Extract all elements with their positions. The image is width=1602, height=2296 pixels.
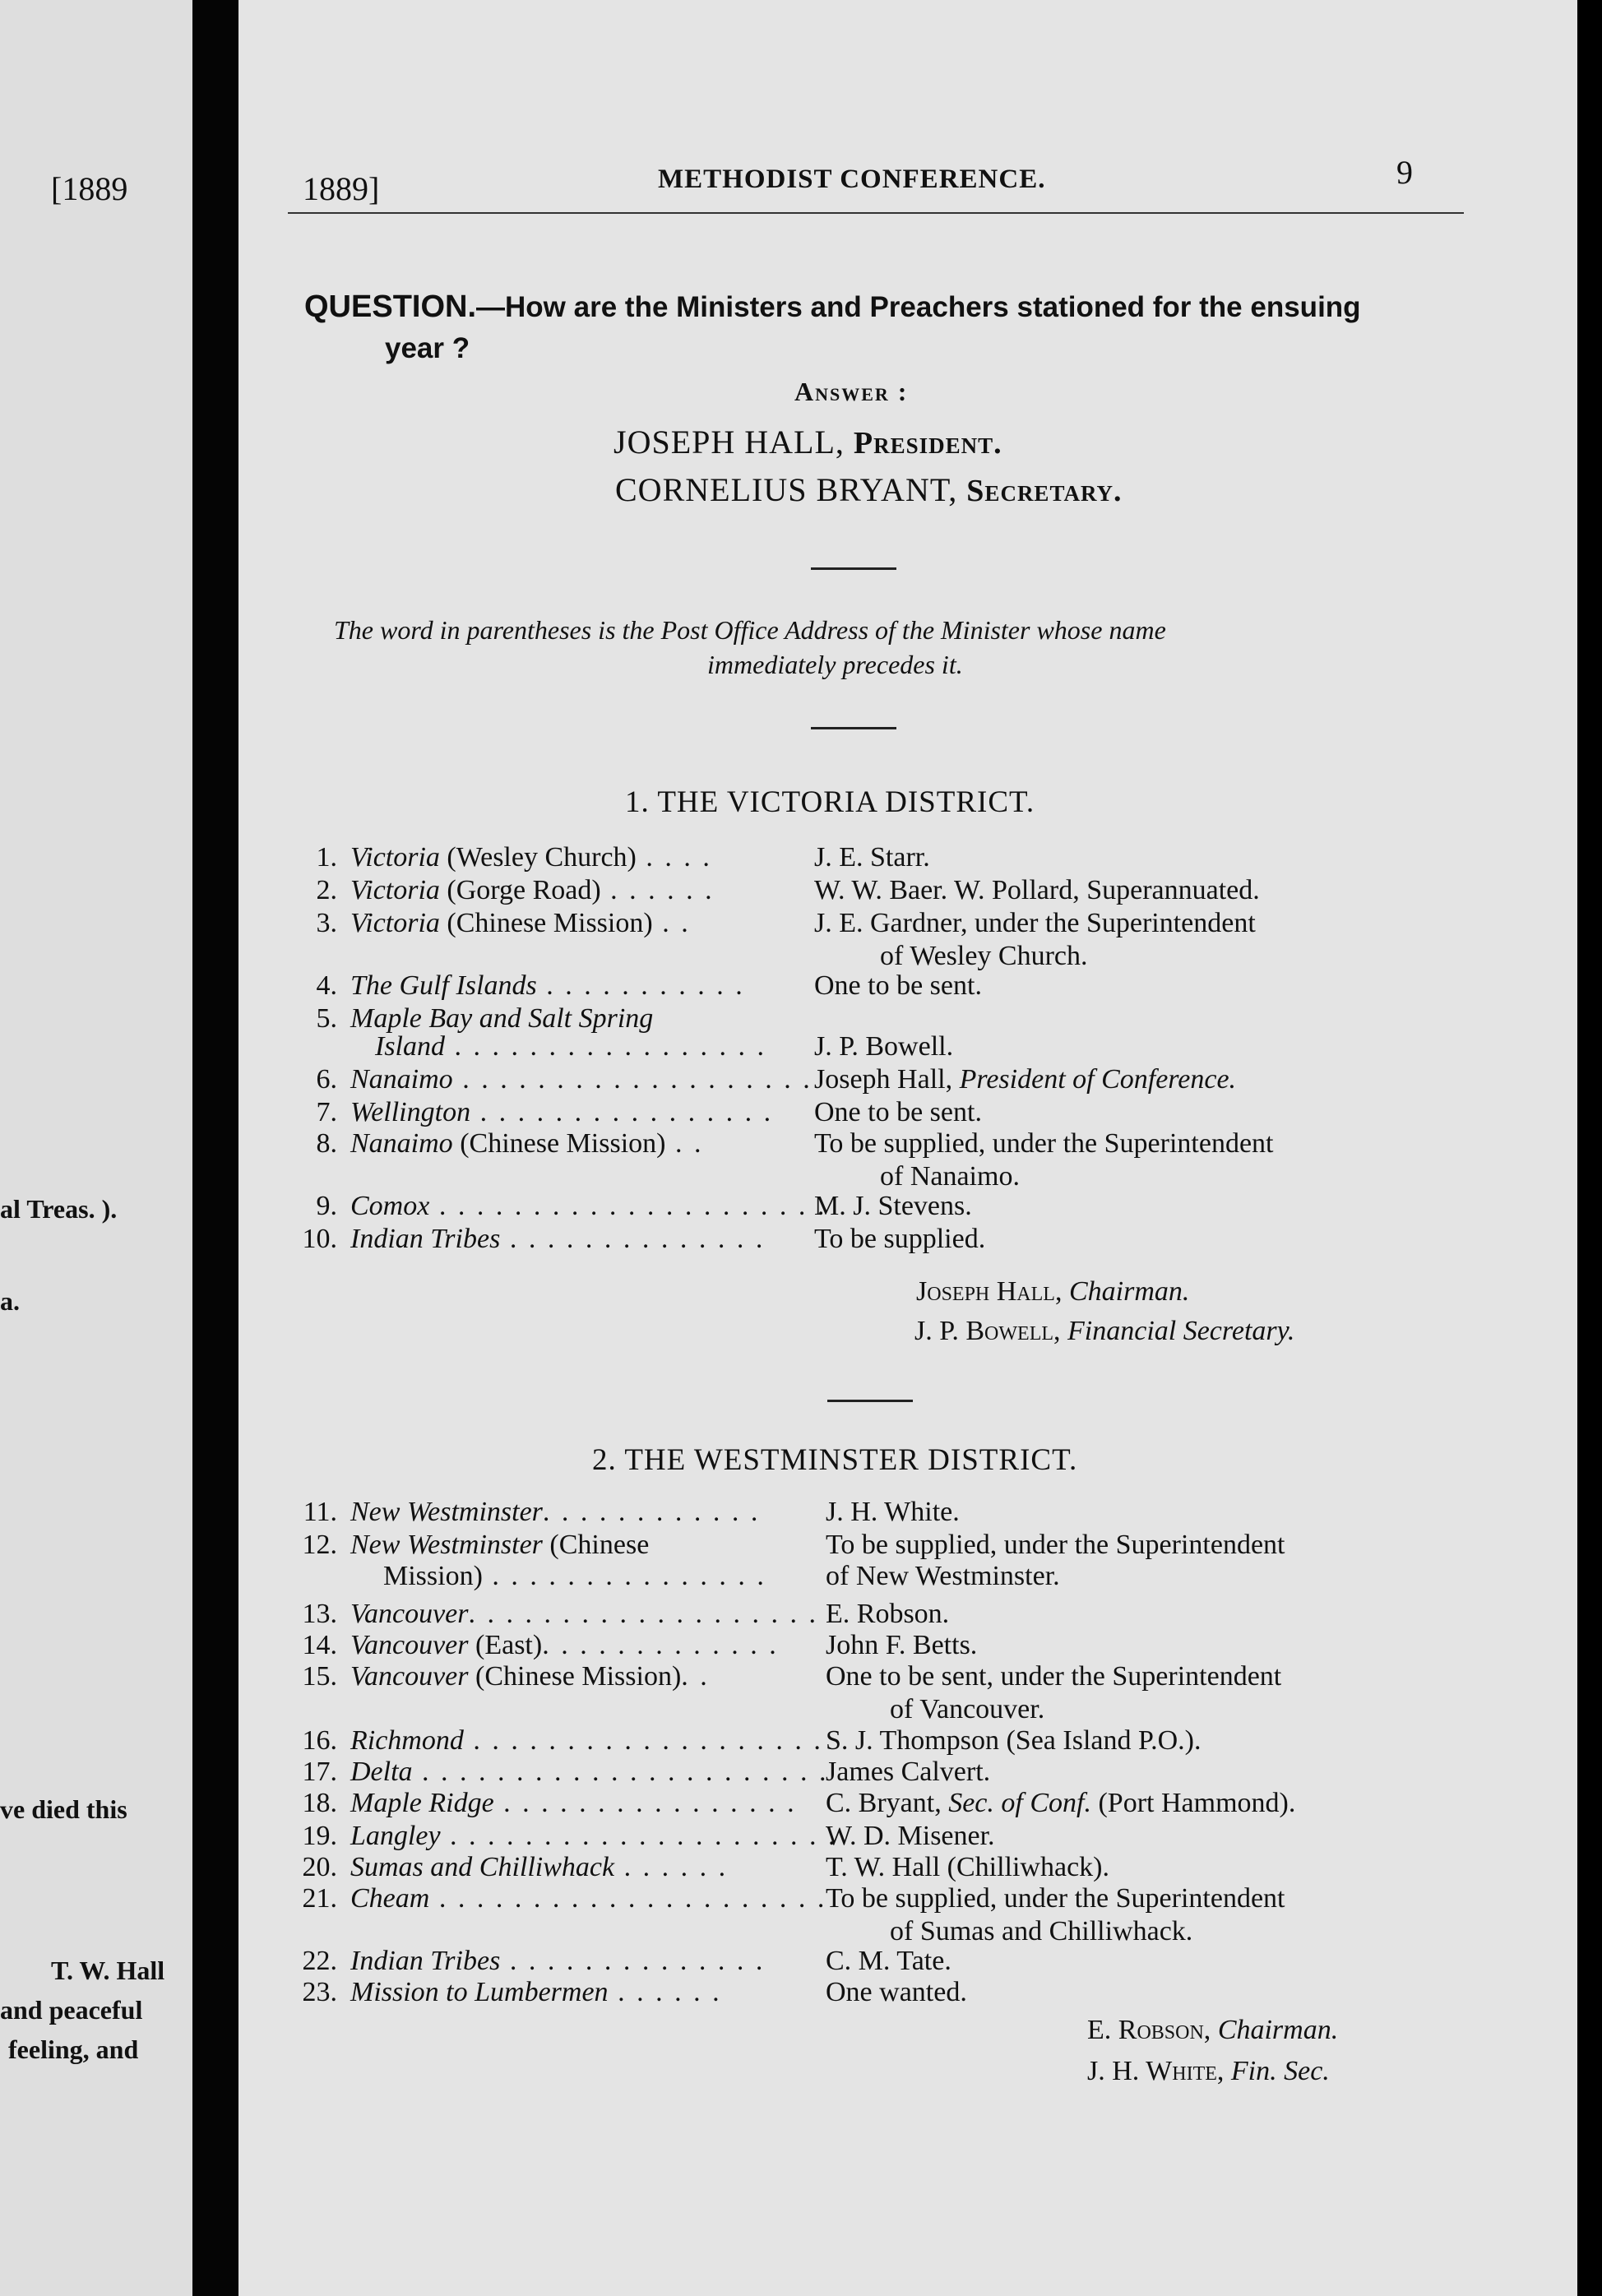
station-place-name: Island [375, 1031, 445, 1062]
assignment-text: James Calvert. [826, 1757, 991, 1787]
station-place-name: Vancouver [350, 1599, 469, 1629]
station-place-detail: (Chinese Mission) [452, 1128, 666, 1159]
station-assignment [826, 1599, 949, 1630]
leader-dots: . . [665, 1128, 704, 1159]
facing-fragment: feeling, and [8, 2034, 139, 2064]
leader-dots: . . . . . . . . . . . . . . . . . . . . . [440, 1821, 838, 1851]
assignment-text: M. J. Stevens. [814, 1191, 972, 1221]
financial-secretary-name: J. H. White, [1087, 2056, 1225, 2086]
station-place-name: The Gulf Islands [350, 970, 537, 1001]
station-place-name: Wellington [350, 1097, 471, 1127]
station-assignment [826, 1661, 1281, 1692]
station-place-name: Victoria [350, 842, 440, 873]
assignment-text: One to be sent. [814, 1097, 982, 1127]
westminster-district-heading: 2. THE WESTMINSTER DISTRICT. [592, 1443, 1078, 1477]
station-assignment [814, 1191, 972, 1222]
leader-dots: . . . . . . . . . . . . [542, 1497, 761, 1527]
facing-page-header: [1889 [51, 170, 128, 207]
station-number: 12. [302, 1530, 337, 1560]
secretary-title: Secretary. [966, 474, 1123, 508]
leader-dots: . . . . . . . . . . . . . . . . . [445, 1031, 766, 1062]
station-place [350, 1661, 710, 1692]
station-assignment [826, 1561, 1060, 1592]
station-place-name: New Westminster [350, 1497, 543, 1527]
assignment-text: To be supplied, under the Superintendent [826, 1883, 1285, 1914]
station-assignment [814, 1097, 982, 1128]
assignment-text: Joseph Hall, [814, 1064, 953, 1095]
station-place-name: Vancouver [350, 1661, 469, 1692]
station-place [350, 908, 691, 939]
leader-dots: . . . . [636, 842, 712, 873]
station-place [350, 1630, 779, 1661]
assignment-address: (Port Hammond). [1090, 1788, 1296, 1818]
assignment-text: To be supplied, under the Superintendent [814, 1128, 1274, 1159]
station-place-detail: (Gorge Road) [439, 875, 601, 905]
station-place-detail: Mission) [383, 1561, 483, 1591]
leader-dots: . . [652, 908, 691, 938]
leader-dots: . . . . . . . . . . . . . . . . . . . [463, 1725, 823, 1756]
station-assignment [826, 1883, 1285, 1914]
secretary-name: CORNELIUS BRYANT, [615, 471, 958, 508]
document-page [238, 0, 1577, 2296]
station-place [350, 1497, 760, 1528]
station-place-name: Indian Tribes [350, 1224, 501, 1254]
station-assignment [826, 1530, 1285, 1561]
financial-secretary-title: Financial Secretary. [1067, 1316, 1295, 1346]
station-place-detail: (Wesley Church) [439, 842, 637, 873]
station-number: 13. [302, 1599, 337, 1629]
station-number: 17. [302, 1757, 337, 1787]
secretary-line [615, 470, 1123, 509]
station-place-name: Nanaimo [350, 1128, 453, 1159]
leader-dots: . . . . . . . . . . . . . . . . [493, 1788, 797, 1818]
running-header-year: 1889] [303, 170, 380, 207]
station-number: 22. [302, 1946, 337, 1976]
station-place [350, 1224, 765, 1255]
chairman-title: Chairman. [1068, 1276, 1190, 1307]
station-place [350, 1530, 649, 1561]
station-place-name: Nanaimo [350, 1064, 453, 1095]
station-assignment [826, 1821, 995, 1852]
station-place-detail: (Chinese [542, 1530, 650, 1560]
assignment-text: C. Bryant, [826, 1788, 942, 1818]
financial-secretary-title: Fin. Sec. [1230, 2056, 1330, 2086]
assignment-continuation: of Sumas and Chilliwhack. [890, 1916, 1193, 1947]
victoria-financial-secretary [914, 1316, 1294, 1347]
station-place [350, 1064, 813, 1095]
leader-dots: . . . . . . . . . . . . . . . . . . . [468, 1599, 819, 1629]
leader-dots: . . . . . . [600, 875, 715, 905]
victoria-district-heading: 1. THE VICTORIA DISTRICT. [625, 785, 1035, 819]
station-number: 9. [316, 1191, 337, 1221]
president-title: President. [853, 426, 1002, 461]
station-place [350, 1725, 823, 1757]
assignment-text: John F. Betts. [826, 1630, 978, 1660]
station-place [350, 1852, 728, 1883]
assignment-text: S. J. Thompson (Sea Island P.O.). [826, 1725, 1202, 1756]
leader-dots: . . . . . . . . . . . . . . . . . . . [452, 1064, 813, 1095]
assignment-text: One to be sent, under the Superintendent [826, 1661, 1282, 1692]
station-place [350, 1788, 797, 1819]
station-place [350, 1191, 826, 1222]
station-place [350, 842, 712, 873]
station-assignment [826, 1630, 977, 1661]
president-name: JOSEPH HALL, [613, 424, 845, 461]
station-place-detail: (Chinese Mission) [439, 908, 653, 938]
leader-dots: . . . . . . . . . . . [536, 970, 745, 1001]
section-divider [827, 1400, 913, 1402]
station-place-name: Vancouver [350, 1630, 469, 1660]
leader-dots: . . . . . . . . . . . . . . . [482, 1561, 766, 1591]
facing-page [0, 0, 192, 2296]
station-number: 11. [303, 1497, 337, 1527]
assignment-text: E. Robson. [826, 1599, 950, 1629]
station-number: 3. [316, 908, 337, 938]
assignment-role: Sec. of Conf. [941, 1788, 1091, 1818]
station-place-name: New Westminster [350, 1530, 543, 1560]
station-place-name: Delta [350, 1757, 413, 1787]
chairman-title: Chairman. [1217, 2015, 1339, 2045]
station-place-name: Comox [350, 1191, 430, 1221]
station-number: 7. [316, 1097, 337, 1127]
station-number: 1. [316, 842, 337, 873]
assignment-continuation: of Nanaimo. [880, 1161, 1020, 1192]
facing-fragment: al Treas. ). [0, 1194, 118, 1224]
station-number: 10. [302, 1224, 337, 1254]
leader-dots: . . . . . . . . . . . . . . . . . . . . . . [412, 1757, 829, 1787]
assignment-continuation: of Wesley Church. [880, 941, 1088, 971]
station-assignment [826, 1946, 951, 1977]
station-place-name: Mission to Lumbermen [350, 1977, 609, 2007]
station-number: 15. [302, 1661, 337, 1692]
station-place [350, 970, 745, 1002]
station-place-name: Maple Ridge [350, 1788, 494, 1818]
station-assignment [826, 1788, 1295, 1819]
question-text: —How are the Ministers and Preachers stationed for the ensuing [476, 291, 1361, 323]
assignment-text: W. D. Misener. [826, 1821, 995, 1851]
station-place [350, 1757, 829, 1788]
question-label: QUESTION. [304, 289, 477, 324]
book-gutter [192, 0, 238, 2296]
leader-dots: . . . . . . . . . . . . . . . . [470, 1097, 774, 1127]
station-number: 18. [302, 1788, 337, 1818]
station-place [350, 875, 715, 906]
station-assignment [814, 1064, 1236, 1095]
station-assignment [826, 1852, 1109, 1883]
station-assignment [826, 1757, 990, 1788]
facing-fragment: and peaceful [0, 1995, 143, 2025]
station-number: 23. [302, 1977, 337, 2007]
station-number: 5. [316, 1003, 337, 1034]
chairman-name: E. Robson, [1087, 2015, 1211, 2045]
station-place-name: Victoria [350, 875, 440, 905]
assignment-role: President of Conference. [952, 1064, 1237, 1095]
leader-dots: . . . . . . [614, 1852, 729, 1882]
financial-secretary-name: J. P. Bowell, [914, 1316, 1061, 1346]
station-place [350, 1003, 653, 1035]
station-place-name: Cheam [350, 1883, 430, 1914]
station-place-name: Langley [350, 1821, 441, 1851]
question-text-continued: year ? [385, 332, 470, 364]
station-place [350, 1128, 703, 1160]
president-line [613, 423, 1002, 461]
assignment-text: of New Westminster. [826, 1561, 1060, 1591]
address-note-line2: immediately precedes it. [707, 650, 963, 679]
station-assignment [814, 1224, 985, 1255]
station-number: 2. [316, 875, 337, 905]
assignment-text: J. P. Bowell. [814, 1031, 954, 1062]
station-place [375, 1031, 766, 1062]
section-divider [811, 727, 896, 729]
leader-dots: . . [681, 1661, 710, 1692]
station-place [350, 1599, 818, 1630]
assignment-text: C. M. Tate. [826, 1946, 951, 1976]
assignment-text: T. W. Hall (Chilliwhack). [826, 1852, 1109, 1882]
address-note-line1: The word in parentheses is the Post Office Address of the Minister whose name [334, 615, 1166, 645]
assignment-text: One wanted. [826, 1977, 967, 2007]
station-assignment [826, 1497, 960, 1528]
station-assignment [826, 1725, 1202, 1757]
assignment-text: One to be sent. [814, 970, 982, 1001]
leader-dots: . . . . . . . . . . . . . . . . . . . . . [429, 1883, 827, 1914]
page-number: 9 [1396, 154, 1413, 191]
station-place [350, 1883, 826, 1914]
assignment-text: J. E. Starr. [814, 842, 930, 873]
facing-fragment: a. [0, 1286, 20, 1316]
station-place [350, 1821, 838, 1852]
station-number: 14. [302, 1630, 337, 1660]
leader-dots: . . . . . . [608, 1977, 722, 2007]
station-assignment [814, 1031, 953, 1062]
station-assignment [814, 875, 1260, 906]
station-place-name: Sumas and Chilliwhack [350, 1852, 615, 1882]
station-assignment [814, 970, 982, 1002]
leader-dots: . . . . . . . . . . . . . [542, 1630, 779, 1660]
station-number: 19. [302, 1821, 337, 1851]
station-number: 20. [302, 1852, 337, 1882]
station-number: 21. [302, 1883, 337, 1914]
question [304, 289, 1361, 325]
station-number: 4. [316, 970, 337, 1001]
station-assignment [814, 1128, 1274, 1160]
station-assignment [826, 1977, 967, 2008]
section-divider [811, 567, 896, 570]
station-place [350, 1977, 722, 2008]
station-place-name: Victoria [350, 908, 440, 938]
answer-label: Answer : [794, 377, 909, 406]
victoria-chairman [916, 1276, 1189, 1308]
leader-dots: . . . . . . . . . . . . . . [500, 1224, 766, 1254]
facing-fragment: T. W. Hall [51, 1956, 165, 1985]
leader-dots: . . . . . . . . . . . . . . [500, 1946, 766, 1976]
header-rule [288, 212, 1464, 214]
station-place [383, 1561, 766, 1592]
station-number: 8. [316, 1128, 337, 1159]
assignment-text: To be supplied. [814, 1224, 986, 1254]
station-place-name: Maple Bay and Salt Spring [350, 1003, 654, 1034]
running-header-title: METHODIST CONFERENCE. [658, 164, 1046, 194]
station-place-detail: (Chinese Mission) [468, 1661, 682, 1692]
assignment-continuation: of Vancouver. [890, 1694, 1045, 1724]
station-place-name: Indian Tribes [350, 1946, 501, 1976]
assignment-text: J. E. Gardner, under the Superintendent [814, 908, 1256, 938]
station-number: 16. [302, 1725, 337, 1756]
leader-dots: . . . . . . . . . . . . . . . . . . . . . [429, 1191, 827, 1221]
chairman-name: Joseph Hall, [916, 1276, 1063, 1307]
station-place [350, 1946, 765, 1977]
station-place-detail: (East) [468, 1630, 543, 1660]
westminster-chairman [1087, 2015, 1338, 2046]
facing-fragment: ve died this [0, 1794, 127, 1824]
assignment-text: J. H. White. [826, 1497, 960, 1527]
scan-border [1577, 0, 1602, 2296]
westminster-financial-secretary [1087, 2056, 1330, 2087]
station-assignment [814, 842, 930, 873]
assignment-text: To be supplied, under the Superintendent [826, 1530, 1285, 1560]
station-number: 6. [316, 1064, 337, 1095]
assignment-text: W. W. Baer. W. Pollard, Superannuated. [814, 875, 1260, 905]
station-place [350, 1097, 773, 1128]
station-assignment [814, 908, 1256, 939]
station-place-name: Richmond [350, 1725, 464, 1756]
